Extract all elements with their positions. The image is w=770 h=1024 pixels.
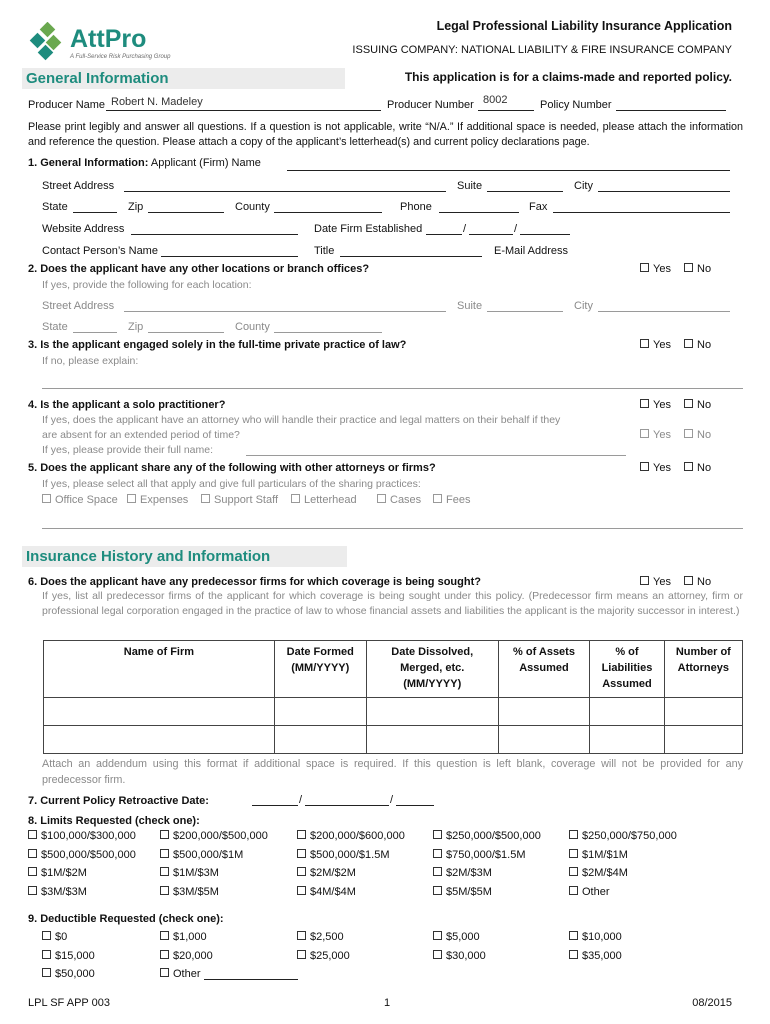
deductible-option-label: $35,000 xyxy=(582,949,622,962)
q2-street-field[interactable] xyxy=(124,311,446,312)
logo-diamond-icon xyxy=(28,22,70,64)
q2-city-field[interactable] xyxy=(598,311,730,312)
city-field[interactable] xyxy=(598,191,730,192)
checkbox-icon xyxy=(42,494,51,503)
checkbox-icon xyxy=(684,263,693,272)
limit-option-label: $750,000/$1.5M xyxy=(446,848,526,861)
deductible-option[interactable] xyxy=(297,950,350,962)
q7-label: 7. Current Policy Retroactive Date: xyxy=(28,795,209,807)
city-label: City xyxy=(574,180,593,192)
q6-yes[interactable]: Yes xyxy=(640,576,671,588)
limit-option-label: $250,000/$750,000 xyxy=(582,830,677,842)
website-field[interactable] xyxy=(131,234,298,235)
limit-option-label: $2M/$2M xyxy=(310,867,356,879)
deductible-option[interactable] xyxy=(433,931,480,943)
q4-sub-no[interactable]: No xyxy=(684,429,711,441)
q6-no[interactable]: No xyxy=(684,576,711,588)
checkbox-icon xyxy=(684,399,693,408)
limit-option[interactable] xyxy=(160,830,268,842)
q6-label: 6. Does the applicant have any predecessor firms for which coverage is being sought? xyxy=(28,576,481,588)
limit-option-label: $3M/$3M xyxy=(41,885,87,898)
deductible-option-label: $1,000 xyxy=(173,931,207,943)
producer-number-label: Producer Number xyxy=(387,99,474,111)
limit-option[interactable] xyxy=(433,867,492,879)
limit-option[interactable] xyxy=(28,886,87,898)
checkbox-icon xyxy=(297,886,306,895)
q5-option-fees[interactable]: Fees xyxy=(433,494,470,506)
q4-hint-2: are absent for an extended period of time? xyxy=(42,429,240,441)
website-label: Website Address xyxy=(42,223,125,235)
checkbox-icon xyxy=(569,931,578,940)
deductible-option[interactable] xyxy=(42,950,95,962)
checkbox-icon xyxy=(640,576,649,585)
logo-tagline: A Full-Service Risk Purchasing Group xyxy=(70,54,171,60)
limit-option[interactable] xyxy=(297,886,356,898)
limit-option[interactable] xyxy=(569,830,677,842)
q4-label: 4. Is the applicant a solo practitioner? xyxy=(28,399,226,411)
deductible-option-label: $10,000 xyxy=(582,931,622,943)
checkbox-icon xyxy=(433,886,442,895)
title-label: Title xyxy=(314,245,335,257)
checkbox-icon xyxy=(569,867,578,876)
producer-number-field[interactable] xyxy=(478,110,534,111)
col-attorneys: Number of Attorneys xyxy=(664,641,742,698)
contact-label: Contact Person’s Name xyxy=(42,245,158,257)
checkbox-icon xyxy=(684,576,693,585)
deductible-option[interactable] xyxy=(433,950,486,962)
deductible-option[interactable] xyxy=(160,950,213,962)
checkbox-icon xyxy=(28,830,37,839)
checkbox-icon xyxy=(569,830,578,839)
date-established-day[interactable] xyxy=(469,234,513,235)
q2-label: 2. Does the applicant have any other locations or branch offices? xyxy=(28,263,370,275)
checkbox-icon xyxy=(42,950,51,959)
q2-suite-field[interactable] xyxy=(487,311,563,312)
deductible-other-field[interactable] xyxy=(204,979,298,980)
deductible-option-label: $25,000 xyxy=(310,949,350,962)
deductible-option[interactable] xyxy=(569,931,622,943)
checkbox-icon xyxy=(297,867,306,876)
checkbox-icon xyxy=(297,849,306,858)
contact-field[interactable] xyxy=(161,256,298,257)
q6-hint: If yes, list all predecessor firms of the applicant for which coverage is being sought under this policy. (Predecessor firm means an attorney, firm or professional legal corporation engaged in the practice of law to whose financial assets and liabilities the applicant is the majority successor in interest.) xyxy=(42,590,743,617)
date-slash-2: / xyxy=(514,223,518,235)
deductible-option-label: $15,000 xyxy=(55,949,95,962)
q3-explain-line[interactable] xyxy=(42,388,743,389)
date-established-month[interactable] xyxy=(426,234,462,235)
retro-date-year[interactable] xyxy=(396,805,434,806)
q5-hint: If yes, please select all that apply and give full particulars of the sharing practices: xyxy=(42,478,421,490)
section-general-information: General Information xyxy=(22,68,345,89)
limit-option-label: $1M/$2M xyxy=(41,867,87,879)
q2-city-label: City xyxy=(574,300,593,312)
checkbox-icon xyxy=(291,494,300,503)
limit-option-label: $2M/$3M xyxy=(446,867,492,879)
checkbox-icon xyxy=(569,950,578,959)
q8-label: 8. Limits Requested (check one): xyxy=(28,815,200,827)
deductible-option-label: $30,000 xyxy=(446,949,486,962)
limit-option[interactable] xyxy=(160,886,219,898)
instructions: Please print legibly and answer all questions. If a question is not applicable, write “N/A.” If additional space is needed, please attach the information and reference the question. Please attach a copy of the applicant’s letterhead(s) and current policy declarations page. xyxy=(28,121,743,148)
fax-field[interactable] xyxy=(553,212,730,213)
checkbox-icon xyxy=(684,462,693,471)
deductible-option-label: $20,000 xyxy=(173,949,213,962)
checkbox-icon xyxy=(297,830,306,839)
q3-hint: If no, please explain: xyxy=(42,355,139,367)
retro-slash-1: / xyxy=(299,794,303,806)
retro-date-month[interactable] xyxy=(252,805,298,806)
checkbox-icon xyxy=(42,931,51,940)
limit-option[interactable] xyxy=(28,867,87,879)
checkbox-icon xyxy=(160,950,169,959)
issuing-company: ISSUING COMPANY: NATIONAL LIABILITY & FIRE INSURANCE COMPANY xyxy=(352,44,732,56)
limit-option-label: $100,000/$300,000 xyxy=(41,830,136,842)
state-label: State xyxy=(42,201,68,213)
deductible-option[interactable] xyxy=(42,931,67,943)
checkbox-icon xyxy=(377,494,386,503)
limit-option-label: $2M/$4M xyxy=(582,867,628,879)
checkbox-icon xyxy=(160,931,169,940)
email-label: E-Mail Address xyxy=(494,245,568,257)
deductible-option-label: $5,000 xyxy=(446,931,480,943)
q9-label: 9. Deductible Requested (check one): xyxy=(28,913,224,925)
q2-county-field[interactable] xyxy=(274,332,382,333)
predecessor-firms-table xyxy=(43,640,743,754)
zip-label: Zip xyxy=(128,201,144,213)
limit-option[interactable] xyxy=(569,886,610,898)
table-row[interactable] xyxy=(44,726,743,754)
producer-name-value: Robert N. Madeley xyxy=(111,96,203,108)
limit-option[interactable] xyxy=(569,849,628,861)
limit-option[interactable] xyxy=(297,849,390,861)
q2-no[interactable]: No xyxy=(684,263,711,275)
q2-state-label: State xyxy=(42,321,68,333)
col-assets: % of Assets Assumed xyxy=(498,641,589,698)
zip-field[interactable] xyxy=(148,212,224,213)
checkbox-icon xyxy=(160,886,169,895)
limit-option-label: $500,000/$1.5M xyxy=(310,848,390,861)
deductible-option[interactable] xyxy=(160,968,201,980)
retro-slash-2: / xyxy=(390,794,394,806)
form-title: Legal Professional Liability Insurance Application xyxy=(436,19,732,33)
deductible-option[interactable] xyxy=(569,950,622,962)
q4-yes[interactable]: Yes xyxy=(640,399,671,411)
county-field[interactable] xyxy=(274,212,382,213)
title-field[interactable] xyxy=(340,256,482,257)
logo-text: AttPro xyxy=(70,25,147,53)
checkbox-icon xyxy=(42,968,51,977)
checkbox-icon xyxy=(684,429,693,438)
limit-option[interactable] xyxy=(160,849,243,861)
applicant-name-field[interactable] xyxy=(287,170,730,171)
limit-option[interactable] xyxy=(28,830,136,842)
checkbox-icon xyxy=(640,429,649,438)
col-name-of-firm: Name of Firm xyxy=(44,641,275,698)
limit-option-label: Other xyxy=(582,885,610,898)
retro-date-day[interactable] xyxy=(305,805,389,806)
q5-particulars-line[interactable] xyxy=(42,528,743,529)
footer-page-number: 1 xyxy=(384,997,391,1009)
phone-label: Phone xyxy=(400,201,432,213)
q6-addendum-note: Attach an addendum using this format if additional space is required. If this question is left blank, coverage will not be provided for any predecessor firm. xyxy=(42,758,743,786)
checkbox-icon xyxy=(640,263,649,272)
q5-option-office[interactable]: Office Space xyxy=(42,494,118,506)
limit-option[interactable] xyxy=(433,849,526,861)
checkbox-icon xyxy=(28,867,37,876)
q2-state-field[interactable] xyxy=(73,332,117,333)
suite-field[interactable] xyxy=(487,191,563,192)
col-liabilities: % of Liabilities Assumed xyxy=(590,641,664,698)
checkbox-icon xyxy=(201,494,210,503)
deductible-option[interactable] xyxy=(42,968,95,980)
limit-option-label: $5M/$5M xyxy=(446,885,492,898)
deductible-option-label: $0 xyxy=(55,931,68,943)
limit-option-label: $1M/$1M xyxy=(582,848,628,861)
q5-yes[interactable]: Yes xyxy=(640,462,671,474)
col-date-formed: Date Formed (MM/YYYY) xyxy=(274,641,366,698)
table-row[interactable] xyxy=(44,698,743,726)
limit-option-label: $4M/$4M xyxy=(310,885,356,898)
checkbox-icon xyxy=(433,494,442,503)
street-label: Street Address xyxy=(42,180,115,192)
claims-made-note: This application is for a claims-made and reported policy. xyxy=(404,70,732,84)
checkbox-icon xyxy=(160,849,169,858)
date-established-label: Date Firm Established xyxy=(314,223,423,235)
limit-option-label: $200,000/$600,000 xyxy=(310,830,405,842)
q4-sub-yes[interactable]: Yes xyxy=(640,429,671,441)
checkbox-icon xyxy=(640,462,649,471)
q1-applicant-label: Applicant (Firm) Name xyxy=(150,157,261,169)
q1-heading xyxy=(28,157,261,169)
q2-zip-field[interactable] xyxy=(148,332,224,333)
attpro-logo xyxy=(28,22,70,69)
checkbox-icon xyxy=(569,849,578,858)
state-field[interactable] xyxy=(73,212,117,213)
limit-option[interactable] xyxy=(569,867,628,879)
q2-county-label: County xyxy=(235,321,270,333)
limit-option-label: $500,000/$1M xyxy=(173,848,244,861)
q4-hint-3: If yes, please provide their full name: xyxy=(42,444,214,456)
q2-hint: If yes, provide the following for each location: xyxy=(42,279,252,291)
policy-number-field[interactable] xyxy=(616,110,726,111)
q5-option-staff[interactable]: Support Staff xyxy=(201,494,278,506)
q2-zip-label: Zip xyxy=(128,321,144,333)
checkbox-icon xyxy=(433,950,442,959)
limit-option-label: $200,000/$500,000 xyxy=(173,830,268,842)
limit-option-label: $250,000/$500,000 xyxy=(446,830,541,842)
deductible-option-label: $2,500 xyxy=(310,931,344,943)
q1-label: 1. General Information: xyxy=(28,157,149,169)
deductible-option[interactable] xyxy=(297,931,344,943)
footer-date: 08/2015 xyxy=(692,997,732,1009)
q3-no[interactable]: No xyxy=(684,339,711,351)
checkbox-icon xyxy=(297,931,306,940)
limit-option[interactable] xyxy=(297,867,356,879)
checkbox-icon xyxy=(684,339,693,348)
q4-hint-1: If yes, does the applicant have an attorney who will handle their practice and legal matters on their behalf if they xyxy=(42,414,561,426)
checkbox-icon xyxy=(569,886,578,895)
limit-option-label: $3M/$5M xyxy=(173,885,219,898)
col-date-dissolved: Date Dissolved, Merged, etc. (MM/YYYY) xyxy=(366,641,498,698)
limit-option[interactable] xyxy=(160,867,219,879)
checkbox-icon xyxy=(433,931,442,940)
q5-option-letterhead[interactable]: Letterhead xyxy=(291,494,357,506)
producer-number-value: 8002 xyxy=(483,94,508,106)
limit-option[interactable] xyxy=(28,849,136,861)
q4-no[interactable]: No xyxy=(684,399,711,411)
q3-yes[interactable]: Yes xyxy=(640,339,671,351)
policy-number-label: Policy Number xyxy=(540,99,612,111)
county-label: County xyxy=(235,201,270,213)
producer-name-field[interactable] xyxy=(106,110,381,111)
checkbox-icon xyxy=(433,849,442,858)
checkbox-icon xyxy=(297,950,306,959)
limit-option[interactable] xyxy=(297,830,405,842)
date-established-year[interactable] xyxy=(520,234,570,235)
deductible-option-label: $50,000 xyxy=(55,968,95,980)
suite-label: Suite xyxy=(457,180,483,192)
checkbox-icon xyxy=(160,968,169,977)
footer-form-id: LPL SF APP 003 xyxy=(28,997,110,1009)
producer-name-label: Producer Name xyxy=(28,99,106,111)
street-field[interactable] xyxy=(124,191,446,192)
checkbox-icon xyxy=(160,867,169,876)
date-slash-1: / xyxy=(463,223,467,235)
checkbox-icon xyxy=(433,830,442,839)
q2-suite-label: Suite xyxy=(457,300,483,312)
checkbox-icon xyxy=(640,339,649,348)
q2-yes[interactable]: Yes xyxy=(640,263,671,275)
checkbox-icon xyxy=(28,886,37,895)
deductible-option-label: Other xyxy=(173,968,201,980)
q4-attorney-name-field[interactable] xyxy=(246,455,626,456)
q2-street-label: Street Address xyxy=(42,300,115,312)
checkbox-icon xyxy=(433,867,442,876)
limit-option-label: $1M/$3M xyxy=(173,867,219,879)
q5-label: 5. Does the applicant share any of the following with other attorneys or firms? xyxy=(28,462,436,474)
checkbox-icon xyxy=(160,830,169,839)
checkbox-icon xyxy=(640,399,649,408)
q5-option-expenses[interactable]: Expenses xyxy=(127,494,188,506)
q5-option-cases[interactable]: Cases xyxy=(377,494,421,506)
checkbox-icon xyxy=(28,849,37,858)
section-insurance-history: Insurance History and Information xyxy=(22,546,347,567)
table-header-row xyxy=(44,641,743,698)
limit-option-label: $500,000/$500,000 xyxy=(41,848,136,861)
fax-label: Fax xyxy=(529,201,548,213)
checkbox-icon xyxy=(127,494,136,503)
q3-label: 3. Is the applicant engaged solely in the full-time private practice of law? xyxy=(28,339,407,351)
limit-option[interactable] xyxy=(433,830,541,842)
q5-no[interactable]: No xyxy=(684,462,711,474)
deductible-option[interactable] xyxy=(160,931,207,943)
limit-option[interactable] xyxy=(433,886,492,898)
phone-field[interactable] xyxy=(439,212,519,213)
